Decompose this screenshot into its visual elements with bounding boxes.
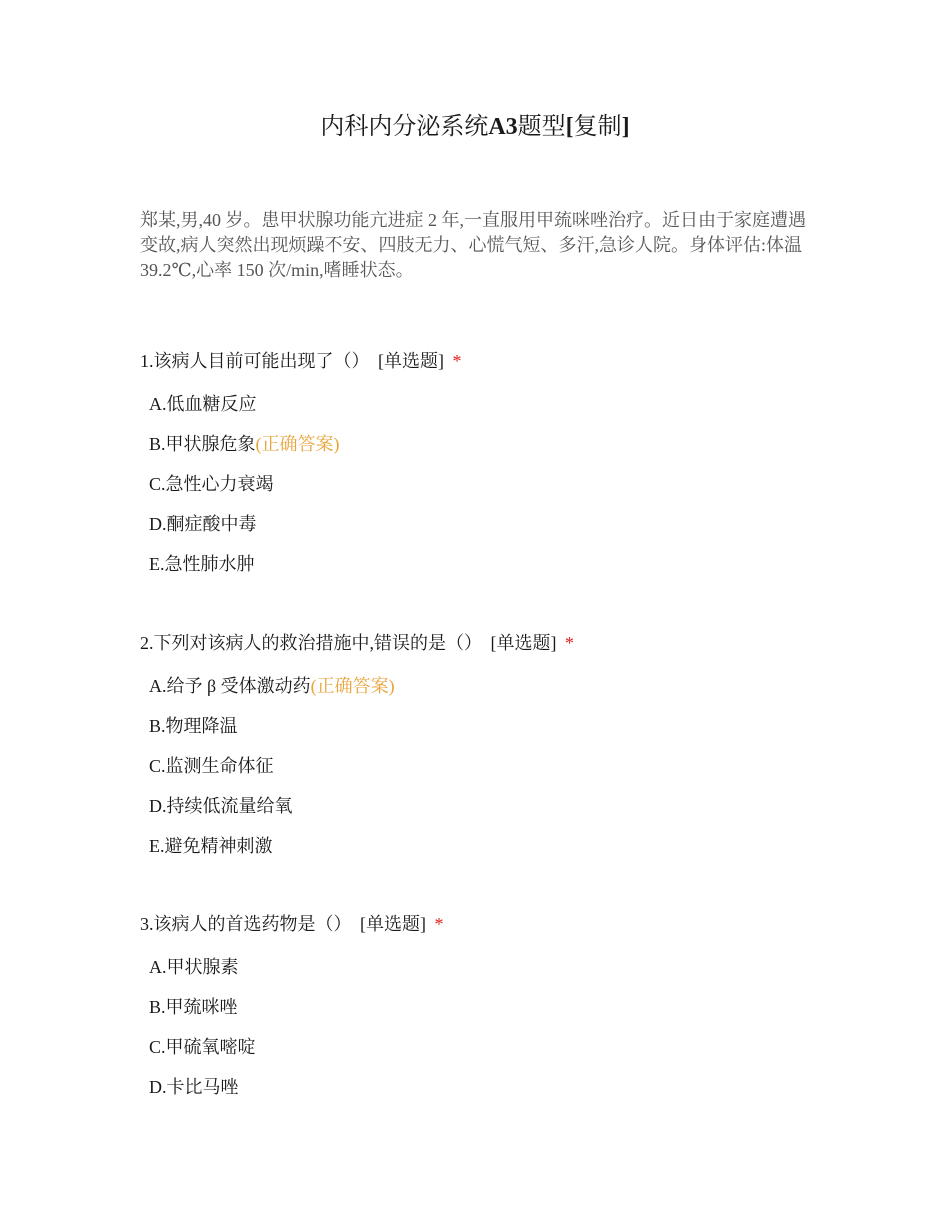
correct-answer-label: (正确答案) bbox=[255, 434, 340, 454]
question-text: 1.该病人目前可能出现了（） bbox=[140, 351, 370, 371]
option-c[interactable]: C.甲硫氧嘧啶 bbox=[149, 1037, 256, 1057]
option-d[interactable]: D.卡比马唑 bbox=[149, 1077, 239, 1097]
required-mark: * bbox=[565, 633, 574, 653]
title-a3: A3 bbox=[488, 114, 518, 140]
option-b[interactable]: B.甲巯咪唑 bbox=[149, 997, 238, 1017]
question-text: 2.下列对该病人的救治措施中,错误的是（） bbox=[140, 633, 482, 653]
question-stem bbox=[140, 911, 820, 937]
option-e[interactable]: E.急性肺水肿 bbox=[149, 554, 255, 574]
option-c[interactable]: C.监测生命体征 bbox=[149, 756, 274, 776]
option-b[interactable]: B.物理降温 bbox=[149, 716, 238, 736]
title-mid: 题型 bbox=[517, 114, 566, 140]
question-3 bbox=[140, 911, 820, 1115]
question-text: 3.该病人的首选药物是（） bbox=[140, 914, 352, 934]
option-list bbox=[140, 392, 820, 576]
option-list bbox=[140, 674, 820, 858]
title-bracket-open: [ bbox=[565, 114, 574, 140]
option-a[interactable]: A.低血糖反应 bbox=[149, 394, 257, 414]
title-bracket-close: ] bbox=[621, 114, 630, 140]
required-mark: * bbox=[434, 914, 444, 934]
required-mark: * bbox=[452, 351, 462, 371]
option-a[interactable]: A.甲状腺素 bbox=[149, 957, 239, 977]
title-prefix: 内科内分泌系统 bbox=[320, 114, 489, 140]
correct-answer-label: (正确答案) bbox=[310, 676, 395, 696]
option-a[interactable]: A.给予 β 受体激动药(正确答案) bbox=[149, 676, 395, 696]
option-c[interactable]: C.急性心力衰竭 bbox=[149, 474, 274, 494]
question-type: [单选题] bbox=[378, 351, 444, 371]
question-1 bbox=[140, 348, 820, 592]
case-description: 郑某,男,40 岁。患甲状腺功能亢进症 2 年,一直服用甲巯咪唑治疗。近日由于家庭遭遇变故,病人突然出现烦躁不安、四肢无力、心慌气短、多汗,急诊人院。身体评估:体温 39.2℃,心率 150 次/min,嗜睡状态。 bbox=[140, 210, 806, 280]
option-b[interactable]: B.甲状腺危象(正确答案) bbox=[149, 434, 340, 454]
question-2 bbox=[140, 630, 820, 874]
page-title bbox=[0, 110, 950, 144]
option-e[interactable]: E.避免精神刺激 bbox=[149, 836, 273, 856]
question-type: [单选题] bbox=[360, 914, 426, 934]
question-stem bbox=[140, 630, 820, 656]
option-list bbox=[140, 955, 820, 1099]
question-stem bbox=[140, 348, 820, 374]
question-type: [单选题] bbox=[490, 633, 557, 653]
option-d[interactable]: D.持续低流量给氧 bbox=[149, 796, 293, 816]
option-d[interactable]: D.酮症酸中毒 bbox=[149, 514, 257, 534]
title-copy: 复制 bbox=[573, 114, 622, 140]
